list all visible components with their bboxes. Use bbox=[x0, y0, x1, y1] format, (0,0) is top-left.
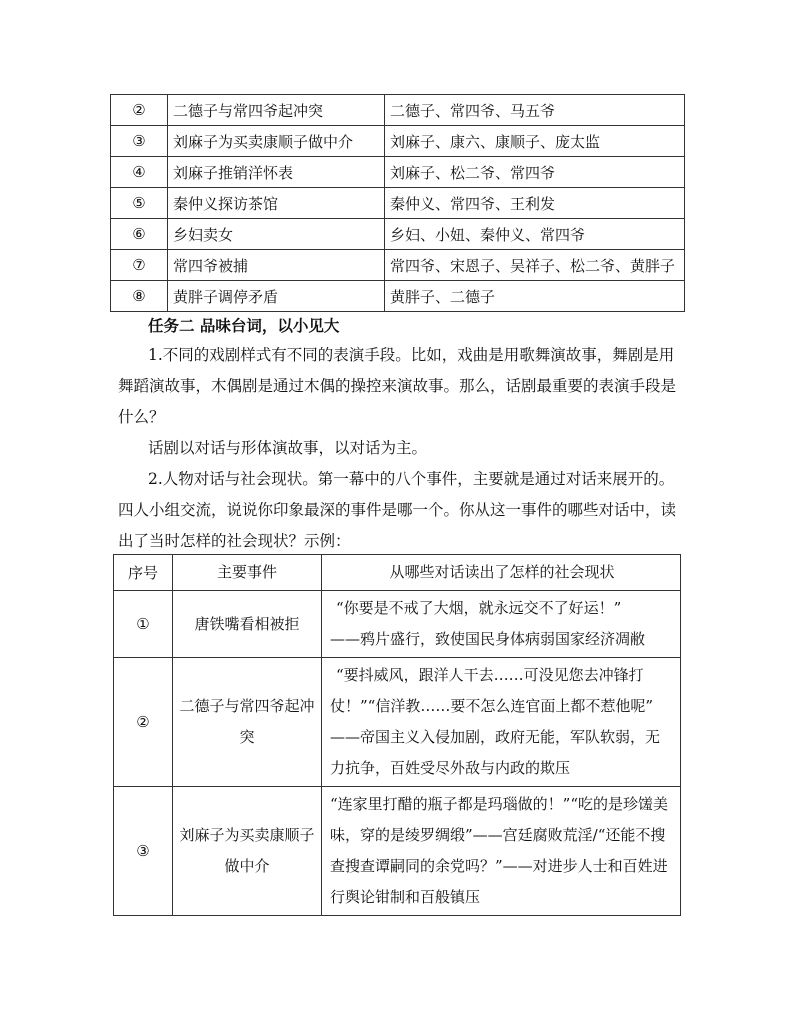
row-number: ⑥ bbox=[111, 219, 168, 250]
question-1: 1.不同的戏剧样式有不同的表演手段。比如，戏曲是用歌舞演故事，舞剧是用舞蹈演故事，木偶剧是通过木偶的操控来演故事。那么，话剧最重要的表演手段是什么？ bbox=[118, 346, 677, 426]
table-row bbox=[114, 658, 681, 787]
dialogue-table bbox=[113, 554, 681, 916]
table-row bbox=[111, 95, 685, 126]
dialogue-note: ——鸦片盛行，致使国民身体病弱国家经济凋敝 bbox=[330, 630, 646, 648]
table-row bbox=[114, 787, 681, 916]
table-row bbox=[111, 157, 685, 188]
event-cell: 黄胖子调停矛盾 bbox=[168, 281, 385, 312]
table-row bbox=[111, 219, 685, 250]
header-num: 序号 bbox=[114, 555, 173, 591]
table-row bbox=[111, 126, 685, 157]
dialogue-cell bbox=[322, 591, 681, 658]
people-cell: 常四爷、宋恩子、吴祥子、松二爷、黄胖子 bbox=[385, 250, 685, 281]
row-number: ① bbox=[114, 591, 173, 658]
row-number: ② bbox=[114, 658, 173, 787]
dialogue-quote: “连家里打醋的瓶子都是玛瑙做的！”“吃的是珍馐美味，穿的是绫罗绸缎”——宫廷腐败荒淫/“还能不搜查搜查谭嗣同的余党吗？” bbox=[330, 795, 669, 875]
people-cell: 秦仲义、常四爷、王利发 bbox=[385, 188, 685, 219]
row-number: ⑧ bbox=[111, 281, 168, 312]
header-dialogue: 从哪些对话读出了怎样的社会现状 bbox=[322, 555, 681, 591]
event-cell: 刘麻子为买卖康顺子做中介 bbox=[173, 787, 322, 916]
event-cell: 二德子与常四爷起冲突 bbox=[168, 95, 385, 126]
table-row bbox=[111, 188, 685, 219]
table-row bbox=[111, 281, 685, 312]
row-number: ⑤ bbox=[111, 188, 168, 219]
table-row bbox=[111, 250, 685, 281]
dialogue-quote: “要抖威风，跟洋人干去……可没见您去冲锋打仗！”“信洋教……要不怎么连官面上都不惹他呢” bbox=[330, 666, 654, 715]
people-cell: 刘麻子、松二爷、常四爷 bbox=[385, 157, 685, 188]
event-cell: 二德子与常四爷起冲突 bbox=[173, 658, 322, 787]
table-header-row bbox=[114, 555, 681, 591]
header-event: 主要事件 bbox=[173, 555, 322, 591]
row-number: ③ bbox=[114, 787, 173, 916]
event-cell: 刘麻子为买卖康顺子做中介 bbox=[168, 126, 385, 157]
people-cell: 黄胖子、二德子 bbox=[385, 281, 685, 312]
event-cell: 刘麻子推销洋怀表 bbox=[168, 157, 385, 188]
question-2: 2.人物对话与社会现状。第一幕中的八个事件，主要就是通过对话来展开的。四人小组交流，说说你印象最深的事件是哪一个。你从这一事件的哪些对话中，读出了当时怎样的社会现状？示例： bbox=[118, 470, 677, 550]
people-cell: 刘麻子、康六、康顺子、庞太监 bbox=[385, 126, 685, 157]
dialogue-cell bbox=[322, 658, 681, 787]
events-table bbox=[110, 94, 685, 312]
event-cell: 唐铁嘴看相被拒 bbox=[173, 591, 322, 658]
people-cell: 乡妇、小妞、秦仲义、常四爷 bbox=[385, 219, 685, 250]
task-body bbox=[118, 340, 680, 557]
row-number: ② bbox=[111, 95, 168, 126]
event-cell: 乡妇卖女 bbox=[168, 219, 385, 250]
event-cell: 常四爷被捕 bbox=[168, 250, 385, 281]
dialogue-quote: “你要是不戒了大烟，就永远交不了好运！” bbox=[336, 599, 622, 617]
dialogue-cell bbox=[322, 787, 681, 916]
row-number: ⑦ bbox=[111, 250, 168, 281]
row-number: ③ bbox=[111, 126, 168, 157]
task-title: 任务二 品味台词，以小见大 bbox=[148, 317, 340, 335]
people-cell: 二德子、常四爷、马五爷 bbox=[385, 95, 685, 126]
table-row bbox=[114, 591, 681, 658]
dialogue-note: ——对进步人士和百姓进行舆论钳制和百般镇压 bbox=[330, 857, 668, 906]
dialogue-note: ——帝国主义入侵加剧，政府无能，军队软弱，无力抗争，百姓受尽外敌与内政的欺压 bbox=[330, 728, 661, 777]
answer-1: 话剧以对话与形体演故事，以对话为主。 bbox=[148, 439, 428, 457]
row-number: ④ bbox=[111, 157, 168, 188]
event-cell: 秦仲义探访茶馆 bbox=[168, 188, 385, 219]
